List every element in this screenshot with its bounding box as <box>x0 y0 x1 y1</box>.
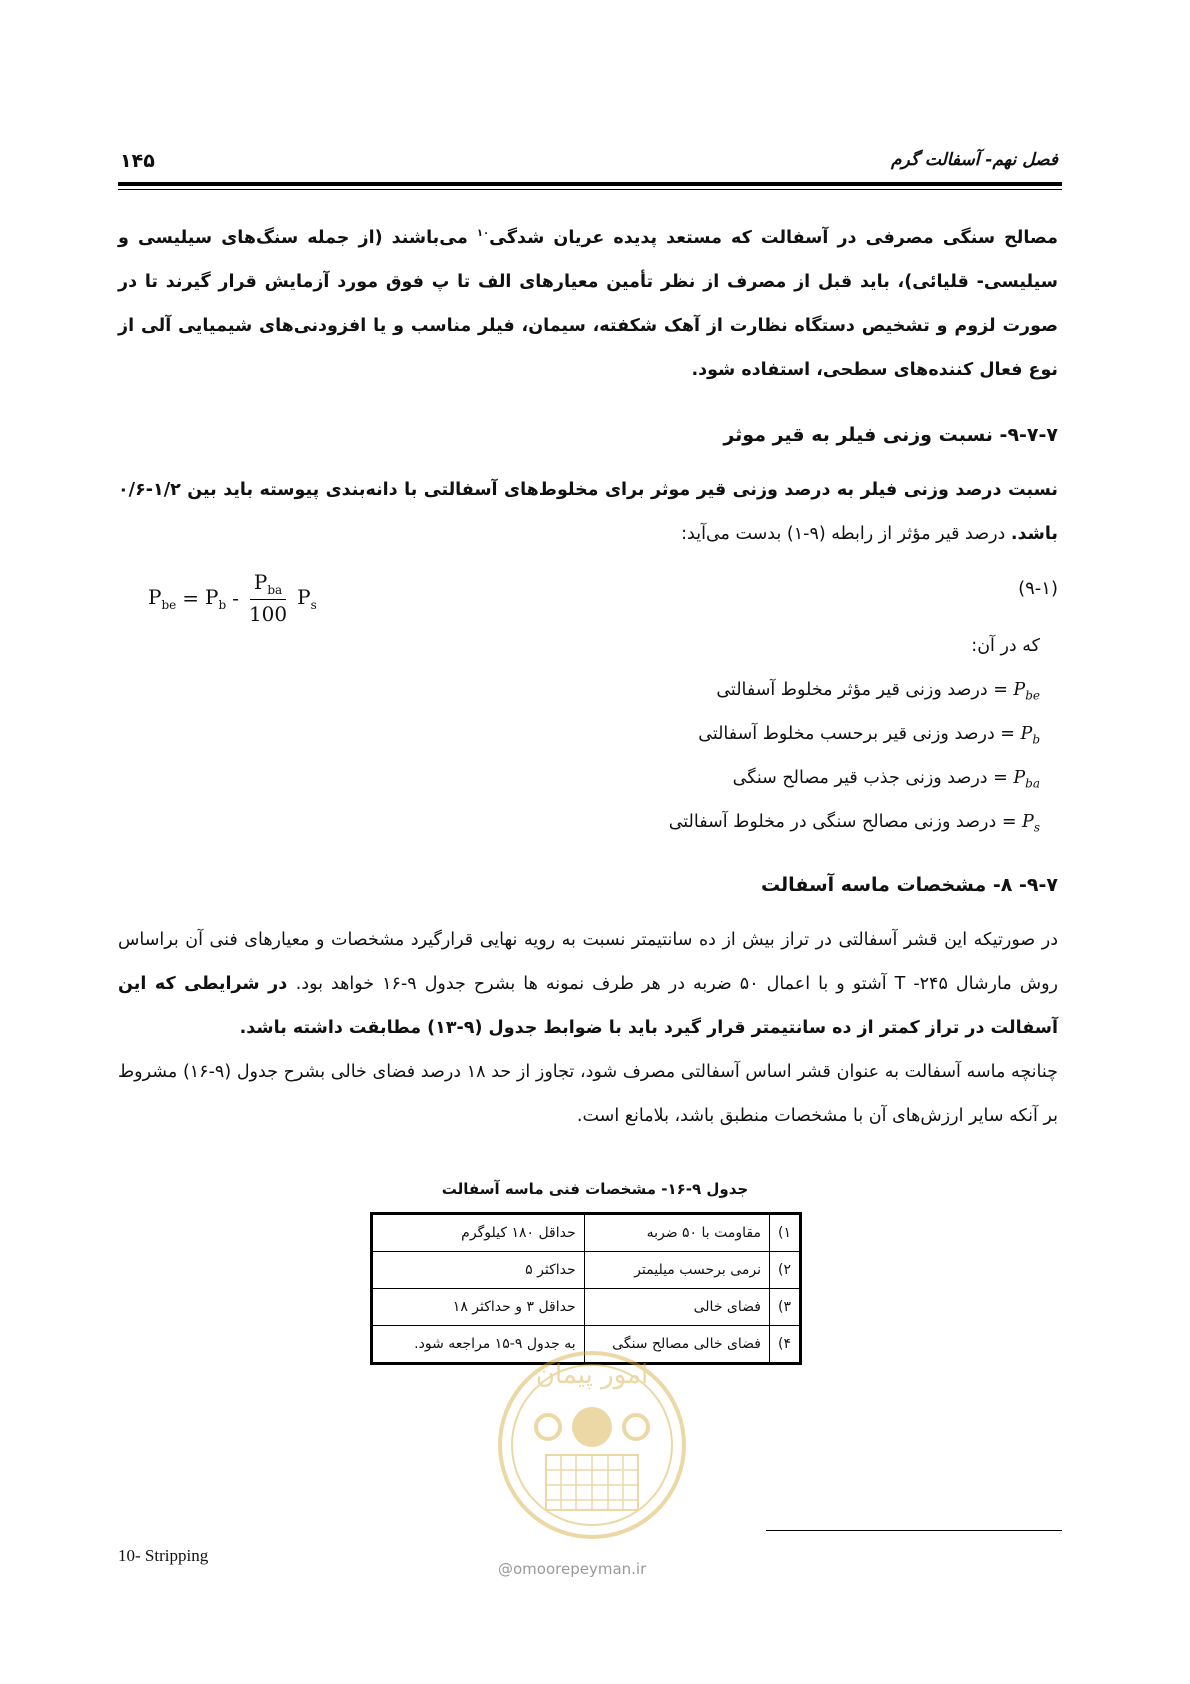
row-number: ۳) <box>770 1289 801 1326</box>
section-heading-filler-ratio: ۹-۷-۷- نسبت وزنی فیلر به قیر موثر <box>723 424 1058 446</box>
table-row <box>372 1252 801 1289</box>
paragraph-base-layer: چنانچه ماسه آسفالت به عنوان قشر اساس آسفالتی مصرف شود، تجاوز از حد ۱۸ درصد فضای خالی بشرح جدول (۹-۱۶) مشروط بر آنکه سایر ارزش‌های آن با مشخصات منطبق باشد، بلامانع است. <box>118 1062 1058 1126</box>
watermark-site: @omoorepeyman.ir <box>498 1560 647 1578</box>
para1-text: مصالح سنگی مصرفی در آسفالت که مستعد پدیده عریان شدگی <box>489 227 1058 248</box>
row-value: حداقل ۳ و حداکثر ۱۸ <box>372 1289 585 1326</box>
row-number: ۱) <box>770 1214 801 1252</box>
formula-fraction <box>249 570 287 626</box>
filler-ratio-normal: درصد قیر مؤثر از رابطه (۹-۱) بدست می‌آید: <box>681 524 1011 544</box>
formula-minus: - <box>232 586 239 610</box>
watermark-logo-text: امور پیمان <box>535 1360 649 1390</box>
formula-equals: = <box>182 586 200 610</box>
sand-asphalt-normal: در صورتیکه این قشر آسفالتی در تراز بیش از ده سانتیمتر نسبت به رویه نهایی قرارگیرد مشخصات و معیارهای فنی آن براساس روش مارشال ۲۴۵- T آشتو و با اعمال ۵۰ ضربه در هر طرف نمونه ها بشرح جدول ۹-۱۶ خواهد بود. <box>118 930 1058 994</box>
paragraph-filler-ratio <box>118 468 1058 556</box>
row-property: مقاومت با ۵۰ ضربه <box>584 1214 769 1252</box>
fraction-numerator: $P_{ba}$ <box>250 570 286 600</box>
row-property: فضای خالی <box>584 1289 769 1326</box>
row-property: نرمی برحسب میلیمتر <box>584 1252 769 1289</box>
row-number: ۴) <box>770 1326 801 1364</box>
definitions-intro: که در آن: <box>971 636 1040 656</box>
definition-pba: $P_{ba}$ = درصد وزنی جذب قیر مصالح سنگی <box>732 768 1040 791</box>
table-caption: جدول ۹-۱۶- مشخصات فنی ماسه آسفالت <box>441 1180 749 1198</box>
formula-lhs: $P_{be}$ <box>148 584 177 612</box>
footnote-ref: ۱۰ <box>476 228 490 239</box>
footnote-stripping: 10- Stripping <box>118 1546 209 1565</box>
definition-pb: $P_b$ = درصد وزنی قیر برحسب مخلوط آسفالتی <box>698 724 1040 747</box>
fraction-denominator: 100 <box>248 602 288 626</box>
chapter-title: فصل نهم- آسفالت گرم <box>890 150 1058 170</box>
para1-rest: می‌باشند (از جمله سنگ‌های سیلیسی و سیلیسی- قلیائی)، باید قبل از مصرف از نظر تأمین معیارهای الف تا پ فوق مورد آزمایش قرار گیرند تا در صورت لزوم و تشخیص دستگاه نظارت از آهک شکفته، سیمان، فیلر مناسب و یا افزودنی‌های شیمیایی آلی از نوع فعال کننده‌های سطحی، استفاده شود. <box>118 227 1058 380</box>
page-number: ۱۴۵ <box>120 150 155 172</box>
table-row <box>372 1289 801 1326</box>
formula-ps: $P_s$ <box>297 584 317 612</box>
formula-effective-binder <box>148 570 317 626</box>
definition-ps: $P_s$ = درصد وزنی مصالح سنگی در مخلوط آسفالتی <box>668 812 1040 835</box>
sand-asphalt-bold: در شرایطی که این آسفالت در تراز کمتر از ده سانتیمتر قرار گیرد باید با ضوابط جدول (۹-۱۳) مطابقت داشته باشد. <box>118 974 1058 1038</box>
table-row <box>372 1214 801 1252</box>
row-value: حداکثر ۵ <box>372 1252 585 1289</box>
row-value: حداقل ۱۸۰ کیلوگرم <box>372 1214 585 1252</box>
row-number: ۲) <box>770 1252 801 1289</box>
row-property: فضای خالی مصالح سنگی <box>584 1326 769 1364</box>
header-rule-thick <box>118 182 1062 186</box>
paragraph-stripping <box>118 212 1058 392</box>
watermark-logo <box>486 1335 698 1547</box>
paragraph-sand-asphalt-spec <box>118 918 1058 1050</box>
footnote-rule <box>766 1530 1062 1531</box>
filler-ratio-bold: نسبت درصد وزنی فیلر به درصد وزنی قیر موثر برای مخلوط‌های آسفالتی با دانه‌بندی پیوسته باید بین ۱/۲-۰/۶ باشد. <box>118 480 1058 544</box>
definition-pbe: $P_{be}$ = درصد وزنی قیر مؤثر مخلوط آسفالتی <box>716 680 1040 703</box>
header-rule-thin <box>118 189 1062 190</box>
row-value: به جدول ۹-۱۵ مراجعه شود. <box>372 1326 585 1364</box>
equation-number: (۹-۱) <box>1018 578 1058 599</box>
formula-pb: $P_b$ <box>205 584 227 612</box>
section-heading-sand-asphalt: ۹-۷- ۸- مشخصات ماسه آسفالت <box>760 874 1058 896</box>
